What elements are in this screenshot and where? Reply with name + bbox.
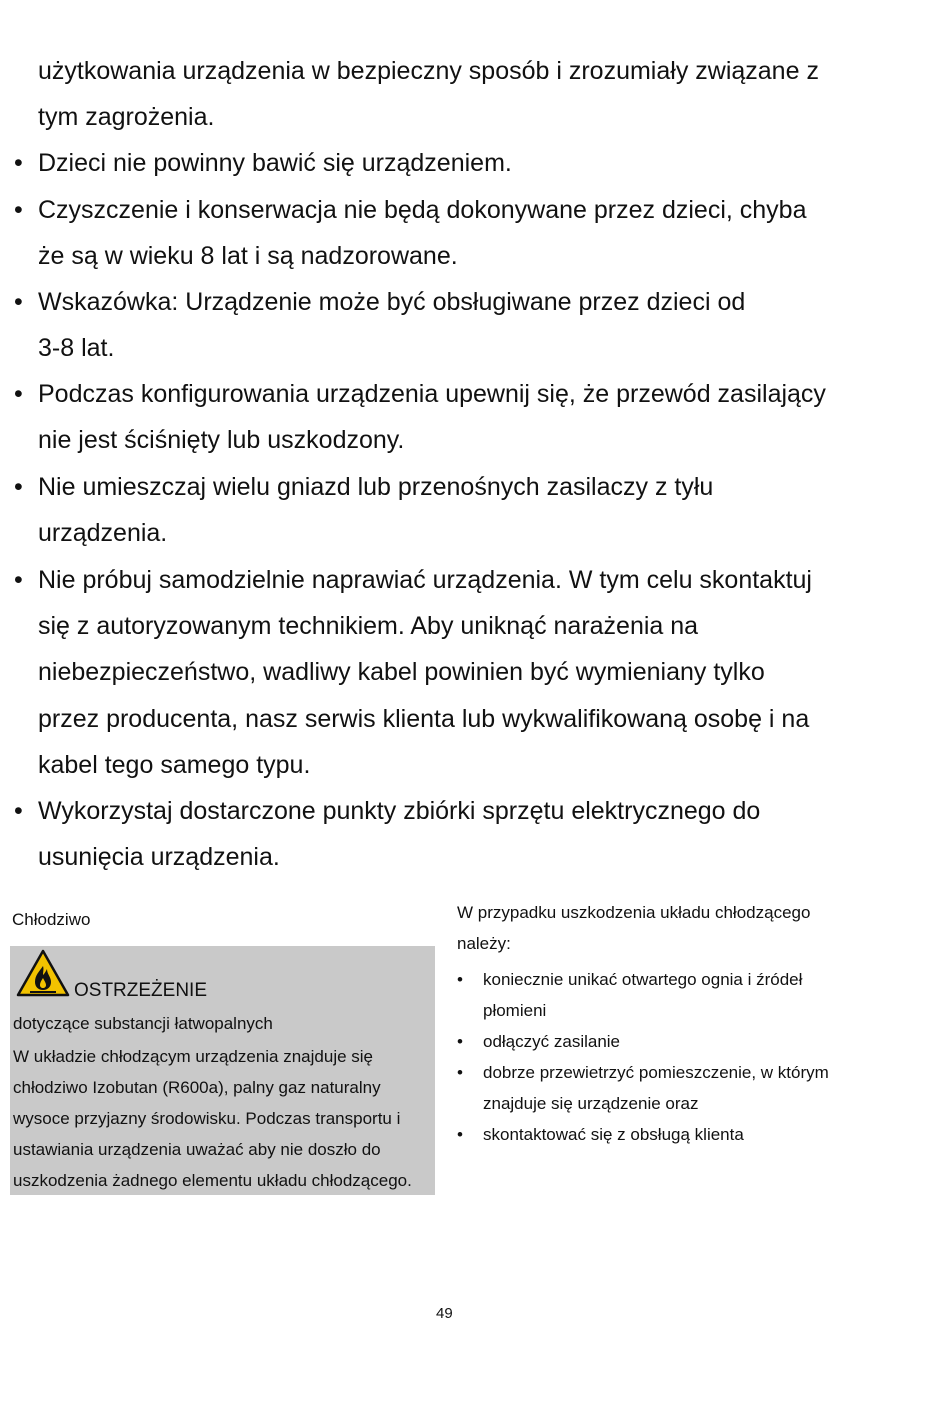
warning-body-line: ustawiania urządzenia uważać aby nie doszło do (13, 1140, 381, 1159)
warning-body-line: uszkodzenia żadnego elementu układu chłodzącego. (13, 1171, 412, 1190)
continuation-line-1: użytkowania urządzenia w bezpieczny sposób i zrozumiały związane z (38, 57, 819, 85)
bullet-icon: • (457, 1125, 463, 1144)
bullet-icon: • (14, 149, 23, 177)
list-item: • koniecznie unikać otwartego ognia i źródeł płomieni (457, 964, 829, 1026)
bullet-item-hint: Wskazówka: Urządzenie może być obsługiwane przez dzieci od (38, 288, 746, 316)
bullet-item-cleaning-line2: że są w wieku 8 lat i są nadzorowane. (38, 242, 458, 270)
bullet-icon: • (14, 288, 23, 316)
bullet-item-sockets-line2: urządzenia. (38, 519, 168, 547)
bullet-item-repair-line3: niebezpieczeństwo, wadliwy kabel powinien być wymieniany tylko (38, 658, 765, 686)
flammable-warning-box (10, 946, 435, 1195)
bullet-icon: • (457, 1032, 463, 1051)
bullet-icon: • (14, 566, 23, 594)
list-item: • odłączyć zasilanie (457, 1026, 829, 1057)
warning-subtitle: dotyczące substancji łatwopalnych (13, 1014, 273, 1033)
bullet-icon: • (14, 797, 23, 825)
bullet-icon: • (457, 970, 463, 989)
bullet-item-disposal-line2: usunięcia urządzenia. (38, 843, 280, 871)
bullet-icon: • (14, 196, 23, 224)
bullet-item-disposal: Wykorzystaj dostarczone punkty zbiórki sprzętu elektrycznego do (38, 797, 761, 825)
page-number: 49 (436, 1305, 453, 1322)
bullet-icon: • (14, 380, 23, 408)
warning-body-line: wysoce przyjazny środowisku. Podczas transportu i (13, 1109, 401, 1128)
bullet-item-hint-line2: 3-8 lat. (38, 334, 115, 362)
bold-phrase: użytkowania urządzenia (38, 57, 305, 85)
bullet-item-cord: Podczas konfigurowania urządzenia upewnij się, że przewód zasilający (38, 380, 826, 408)
bullet-item-sockets: Nie umieszczaj wielu gniazd lub przenośnych zasilaczy z tyłu (38, 473, 714, 501)
bullet-item-children: Dzieci nie powinny bawić się urządzeniem. (38, 149, 512, 177)
warning-title: OSTRZEŻENIE (74, 980, 208, 1001)
list-item: • skontaktować się z obsługą klienta (457, 1119, 829, 1150)
warning-body-line: W układzie chłodzącym urządzenia znajduje się (13, 1047, 374, 1066)
bullet-icon: • (457, 1063, 463, 1082)
bullet-item-cleaning: Czyszczenie i konserwacja nie będą dokonywane przez dzieci, chyba (38, 196, 807, 224)
coolant-heading: Chłodziwo (12, 910, 91, 929)
warning-body-line: chłodziwo Izobutan (R600a), palny gaz naturalny (13, 1078, 381, 1097)
warning-body (13, 1041, 433, 1196)
bullet-item-repair: Nie próbuj samodzielnie naprawiać urządzenia. W tym celu skontaktuj (38, 566, 812, 594)
bullet-item-cord-line2: nie jest ściśnięty lub uszkodzony. (38, 426, 405, 454)
list-item: • dobrze przewietrzyć pomieszczenie, w którym znajduje się urządzenie oraz (457, 1057, 829, 1119)
continuation-line-2: tym zagrożenia. (38, 103, 215, 131)
bullet-item-repair-line4: przez producenta, nasz serwis klienta lub wykwalifikowaną osobę i na (38, 705, 810, 733)
flammable-warning-icon (16, 949, 70, 997)
damage-heading: W przypadku uszkodzenia układu chłodzącego należy: (457, 903, 811, 953)
bullet-item-repair-line5: kabel tego samego typu. (38, 751, 311, 779)
bullet-item-repair-line2: się z autoryzowanym technikiem. Aby uniknąć narażenia na (38, 612, 699, 640)
damage-steps-list (457, 964, 829, 1150)
bullet-icon: • (14, 473, 23, 501)
